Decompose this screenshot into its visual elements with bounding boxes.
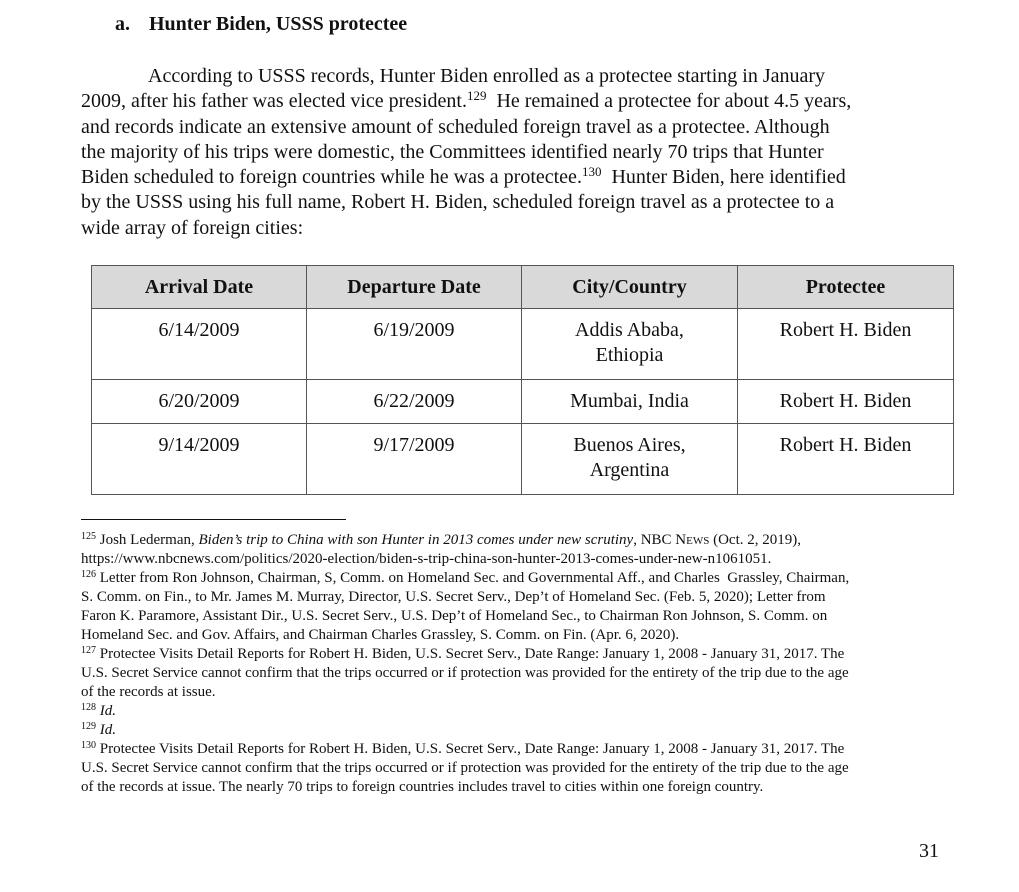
- column-header-protectee: Protectee: [738, 266, 954, 309]
- footnotes: [81, 531, 951, 797]
- footnote-number: 126: [81, 569, 96, 580]
- column-header-departure: Departure Date: [307, 266, 522, 309]
- footnote-url[interactable]: https://www.nbcnews.com/politics/2020-election/biden-s-trip-china-son-hunter-2013-comes-under-new-n1061051.: [81, 551, 772, 567]
- footnote-text: Josh Lederman,: [96, 532, 199, 548]
- protectee-cell: Robert H. Biden: [738, 380, 954, 424]
- footnote-line: Faron K. Paramore, Assistant Dir., U.S. Secret Serv., U.S. Dep’t of Homeland Sec., to Chairman Ron Johnson, S. Comm. on: [81, 608, 828, 624]
- footnote-128: [81, 702, 951, 721]
- footnote-125: [81, 531, 951, 550]
- footnote-130: [81, 740, 951, 759]
- section-letter: a.: [115, 13, 130, 35]
- footnote-text: Protectee Visits Detail Reports for Robert H. Biden, U.S. Secret Serv., Date Range: January 1, 2008 - January 31, 2017. The: [96, 741, 845, 757]
- footnote-number: 127: [81, 645, 96, 656]
- departure-cell: 6/22/2009: [307, 380, 522, 424]
- departure-cell: 6/19/2009: [307, 309, 522, 380]
- paragraph-line: [81, 89, 941, 114]
- footnote-line: S. Comm. on Fin., to Mr. James M. Murray, Director, U.S. Secret Serv., Dep’t of Homeland Sec. (Feb. 5, 2020); Letter from: [81, 589, 826, 605]
- protectee-cell: Robert H. Biden: [738, 424, 954, 495]
- paragraph-text: He remained a protectee for about 4.5 years,: [486, 90, 852, 113]
- page-number: 31: [919, 840, 939, 862]
- paragraph-line: the majority of his trips were domestic, the Committees identified nearly 70 trips that Hunter: [81, 140, 824, 163]
- footnote-line: of the records at issue.: [81, 684, 216, 700]
- footnote-ref-129[interactable]: 129: [466, 88, 487, 104]
- footnote-text: Protectee Visits Detail Reports for Robert H. Biden, U.S. Secret Serv., Date Range: January 1, 2008 - January 31, 2017. The: [96, 646, 845, 662]
- footnote-text: Letter from Ron Johnson, Chairman, S, Comm. on Homeland Sec. and Governmental Aff., and Charles Grassley, Chairman,: [96, 570, 850, 586]
- city-cell: [522, 380, 738, 424]
- arrival-cell: 9/14/2009: [92, 424, 307, 495]
- footnote-divider: [81, 519, 346, 520]
- city-line: Addis Ababa,: [575, 319, 684, 341]
- paragraph-line: and records indicate an extensive amount of scheduled foreign travel as a protectee. Although: [81, 115, 830, 138]
- paragraph-line: by the USSS using his full name, Robert H. Biden, scheduled foreign travel as a protectee to a: [81, 191, 835, 214]
- city-line: Mumbai, India: [570, 390, 689, 412]
- country-line: Argentina: [589, 459, 670, 481]
- article-title: Biden’s trip to China with son Hunter in 2013 comes under new scrutiny: [198, 532, 634, 548]
- arrival-cell: 6/14/2009: [92, 309, 307, 380]
- footnote-129: [81, 721, 951, 740]
- city-line: Buenos Aires,: [573, 434, 686, 456]
- footnote-text: (Oct. 2, 2019),: [709, 532, 802, 548]
- footnote-number: 129: [81, 721, 96, 732]
- footnote-number: 125: [81, 531, 96, 542]
- country-line: Ethiopia: [595, 344, 664, 366]
- paragraph-text: Hunter Biden, here identified: [601, 166, 846, 189]
- table-row: [92, 309, 954, 380]
- footnote-line: of the records at issue. The nearly 70 trips to foreign countries includes travel to cities within one foreign country.: [81, 779, 764, 795]
- city-cell: [522, 309, 738, 380]
- paragraph-line: wide array of foreign cities:: [81, 216, 304, 239]
- trips-table: [91, 265, 954, 495]
- footnote-127: [81, 645, 951, 664]
- table-header-row: [92, 266, 954, 309]
- protectee-cell: Robert H. Biden: [738, 309, 954, 380]
- footnote-text: Id.: [99, 703, 116, 719]
- table-row: [92, 424, 954, 495]
- footnote-text: Id.: [99, 722, 116, 738]
- footnote-number: 128: [81, 702, 96, 713]
- column-header-city: City/Country: [522, 266, 738, 309]
- footnote-ref-130[interactable]: 130: [581, 164, 602, 180]
- paragraph-line: [81, 165, 941, 190]
- footnote-line: U.S. Secret Service cannot confirm that the trips occurred or if protection was provided for the entirety of the trip due to the age: [81, 760, 849, 776]
- column-header-arrival: Arrival Date: [92, 266, 307, 309]
- section-title: Hunter Biden, USSS protectee: [149, 13, 408, 35]
- paragraph-line: According to USSS records, Hunter Biden enrolled as a protectee starting in January: [148, 65, 826, 87]
- arrival-cell: 6/20/2009: [92, 380, 307, 424]
- paragraph-text: 2009, after his father was elected vice president.: [81, 90, 467, 113]
- footnote-number: 130: [81, 740, 96, 751]
- city-cell: [522, 424, 738, 495]
- paragraph-text: Biden scheduled to foreign countries while he was a protectee.: [81, 166, 582, 189]
- departure-cell: 9/17/2009: [307, 424, 522, 495]
- footnote-line: U.S. Secret Service cannot confirm that the trips occurred or if protection was provided for the entirety of the trip due to the age: [81, 665, 849, 681]
- table-row: [92, 380, 954, 424]
- body-paragraph: [81, 64, 941, 241]
- footnote-126: [81, 569, 951, 588]
- footnote-line: Homeland Sec. and Gov. Affairs, and Chairman Charles Grassley, S. Comm. on Fin. (Apr. 6, 2020).: [81, 627, 680, 643]
- footnote-text: News: [675, 532, 710, 548]
- section-heading: [115, 13, 407, 36]
- footnote-text: , NBC: [633, 532, 676, 548]
